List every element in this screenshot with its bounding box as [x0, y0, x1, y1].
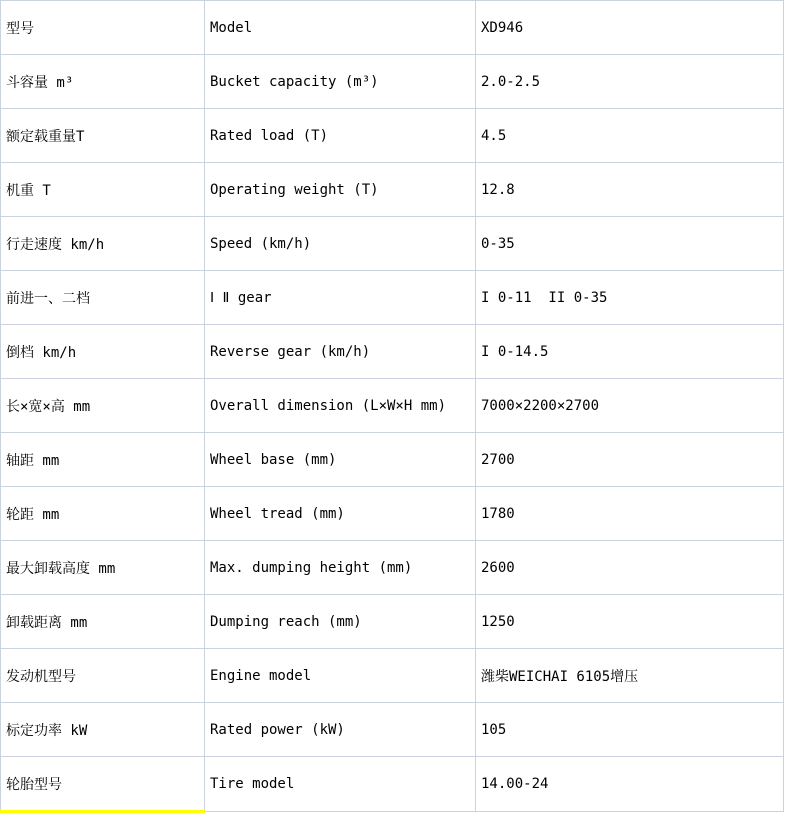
spec-label-en: Rated load (T) — [205, 109, 476, 163]
spec-label-cn: 发动机型号 — [1, 649, 205, 703]
spec-label-en: Wheel tread (mm) — [205, 487, 476, 541]
spec-value: 1250 — [476, 595, 784, 649]
spec-label-en: Wheel base (mm) — [205, 433, 476, 487]
table-row — [1, 541, 784, 595]
table-row — [1, 433, 784, 487]
spec-label-en: Speed (km/h) — [205, 217, 476, 271]
spec-label-en: Engine model — [205, 649, 476, 703]
spec-value: 2600 — [476, 541, 784, 595]
spec-label-cn: 斗容量 m³ — [1, 55, 205, 109]
table-row — [1, 1, 784, 55]
table-row — [1, 487, 784, 541]
spec-value: 14.00-24 — [476, 757, 784, 812]
spec-label-en: Dumping reach (mm) — [205, 595, 476, 649]
spec-value: XD946 — [476, 1, 784, 55]
spec-label-en: Rated power (kW) — [205, 703, 476, 757]
spec-label-en: Bucket capacity (m³) — [205, 55, 476, 109]
spec-label-cn: 轮距 mm — [1, 487, 205, 541]
table-row — [1, 757, 784, 812]
spec-value: 4.5 — [476, 109, 784, 163]
spec-table-body — [1, 1, 784, 812]
spec-label-en: Operating weight (T) — [205, 163, 476, 217]
spec-value: 2700 — [476, 433, 784, 487]
spec-label-cn: 额定载重量T — [1, 109, 205, 163]
spec-label-en: Max. dumping height (mm) — [205, 541, 476, 595]
spec-label-en: Reverse gear (km/h) — [205, 325, 476, 379]
spec-label-en: Ⅰ Ⅱ gear — [205, 271, 476, 325]
spec-label-cn: 标定功率 kW — [1, 703, 205, 757]
spec-label-cn: 卸载距离 mm — [1, 595, 205, 649]
spec-value: I 0-11 II 0-35 — [476, 271, 784, 325]
spec-label-cn: 行走速度 km/h — [1, 217, 205, 271]
spec-value: 105 — [476, 703, 784, 757]
table-row — [1, 271, 784, 325]
spec-label-cn: 轴距 mm — [1, 433, 205, 487]
spec-label-en: Model — [205, 1, 476, 55]
table-row — [1, 325, 784, 379]
spec-value: I 0-14.5 — [476, 325, 784, 379]
table-row — [1, 703, 784, 757]
spec-value: 0-35 — [476, 217, 784, 271]
spec-label-cn: 轮胎型号 — [1, 757, 205, 812]
table-row — [1, 217, 784, 271]
table-row — [1, 109, 784, 163]
spec-label-cn: 机重 T — [1, 163, 205, 217]
table-row — [1, 379, 784, 433]
spec-value: 7000×2200×2700 — [476, 379, 784, 433]
spec-label-cn: 最大卸载高度 mm — [1, 541, 205, 595]
spec-value: 12.8 — [476, 163, 784, 217]
spec-label-cn: 倒档 km/h — [1, 325, 205, 379]
table-row — [1, 595, 784, 649]
table-row — [1, 649, 784, 703]
spec-label-en: Overall dimension (L×W×H mm) — [205, 379, 476, 433]
table-row — [1, 163, 784, 217]
spec-label-cn: 型号 — [1, 1, 205, 55]
spec-value: 2.0-2.5 — [476, 55, 784, 109]
spec-value: 1780 — [476, 487, 784, 541]
spec-label-en: Tire model — [205, 757, 476, 812]
table-row — [1, 55, 784, 109]
spec-value: 潍柴WEICHAI 6105增压 — [476, 649, 784, 703]
spec-label-cn: 长×宽×高 mm — [1, 379, 205, 433]
spec-label-cn: 前进一、二档 — [1, 271, 205, 325]
